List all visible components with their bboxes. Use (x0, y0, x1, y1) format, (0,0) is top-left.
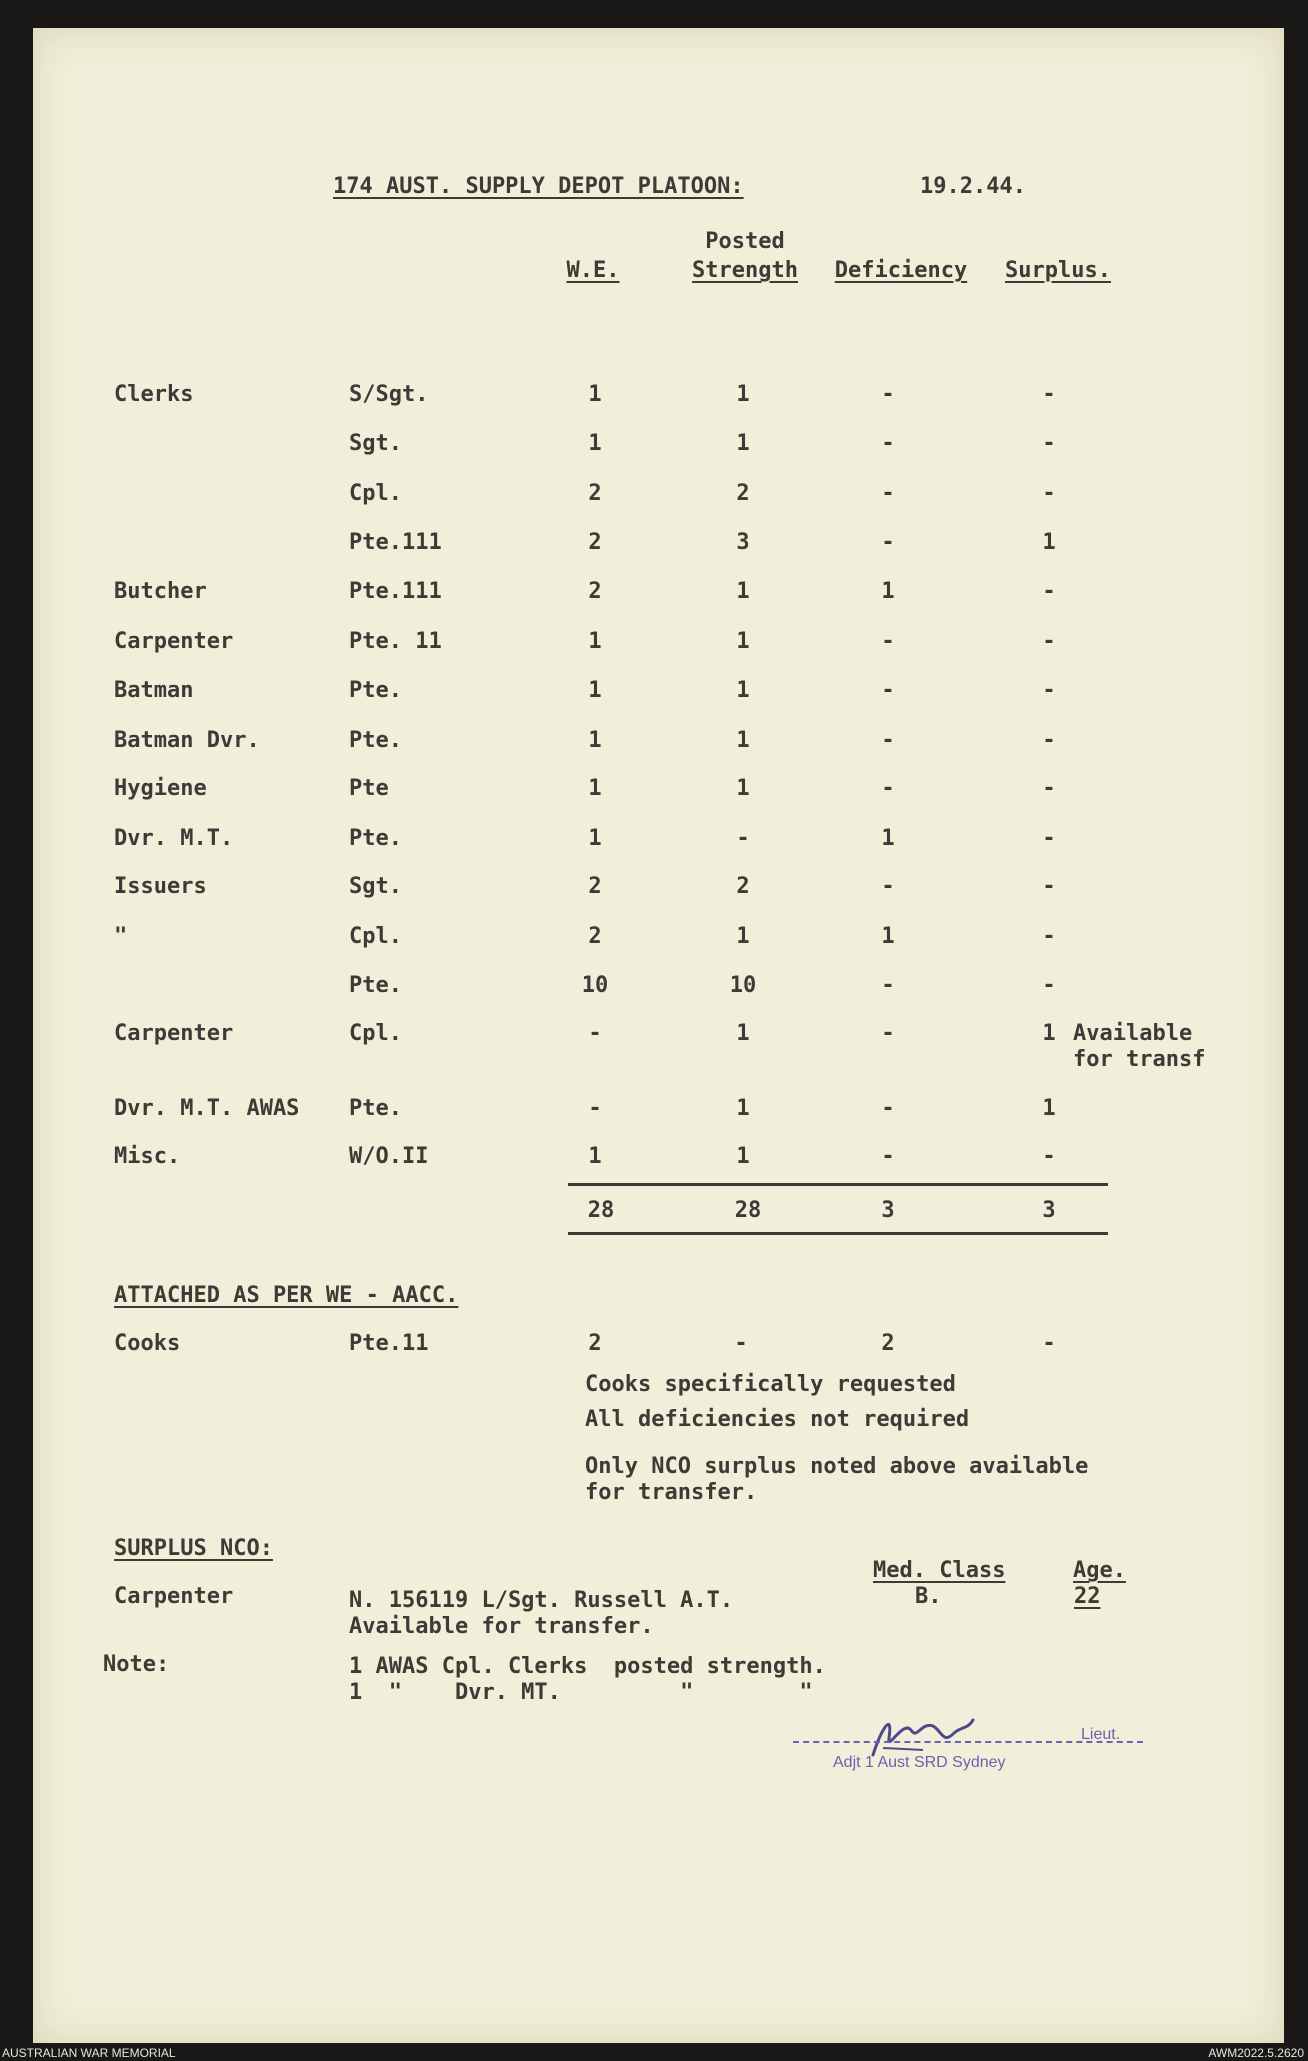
cell-surplus: - (1042, 382, 1056, 407)
cell-surplus: - (1042, 874, 1056, 899)
surplus-nco-detail-1: N. 156119 L/Sgt. Russell A.T. (349, 1588, 734, 1613)
cell-trade: Carpenter (114, 1021, 234, 1046)
total-deficiency: 3 (881, 1198, 895, 1223)
attached-posted: - (734, 1331, 748, 1356)
cell-rank: Pte.111 (349, 579, 442, 604)
cell-deficiency: - (881, 728, 895, 753)
cell-rank: Pte.111 (349, 530, 442, 555)
cell-deficiency: - (881, 1096, 895, 1121)
table-row (33, 778, 1284, 806)
age-label: Age. (1073, 1558, 1126, 1583)
surplus-nco-med-class: B. (915, 1584, 942, 1609)
cell-surplus: - (1042, 678, 1056, 703)
cell-note: for transf (1073, 1047, 1206, 1072)
cell-we: 2 (588, 481, 602, 506)
cell-posted: 1 (736, 382, 750, 407)
cell-we: - (588, 1021, 602, 1046)
stamp-appointment: Adjt 1 Aust SRD Sydney (833, 1754, 1006, 1771)
cell-rank: Pte. 11 (349, 629, 442, 654)
total-surplus: 3 (1042, 1198, 1056, 1223)
table-row (33, 1098, 1284, 1126)
cell-rank: Pte (349, 776, 389, 801)
cell-posted: - (736, 826, 750, 851)
cell-surplus: - (1042, 826, 1056, 851)
cell-surplus: - (1042, 1144, 1056, 1169)
table-row (33, 483, 1284, 511)
cell-trade: Misc. (114, 1144, 181, 1169)
cell-deficiency: - (881, 776, 895, 801)
attached-remark-4: for transfer. (585, 1480, 758, 1505)
cell-note: Available (1073, 1021, 1193, 1046)
cell-deficiency: - (881, 874, 895, 899)
cell-deficiency: 1 (881, 579, 895, 604)
cell-rank: Pte. (349, 1096, 402, 1121)
cell-posted: 1 (736, 776, 750, 801)
cell-rank: Sgt. (349, 874, 402, 899)
cell-posted: 1 (736, 431, 750, 456)
cell-rank: Cpl. (349, 924, 402, 949)
cell-we: 1 (588, 826, 602, 851)
cell-surplus: - (1042, 973, 1056, 998)
cell-deficiency: - (881, 481, 895, 506)
table-row (33, 532, 1284, 560)
cell-surplus: - (1042, 776, 1056, 801)
cell-posted: 1 (736, 1144, 750, 1169)
cell-rank: Pte. (349, 826, 402, 851)
col-surplus-header: Surplus. (1005, 258, 1111, 283)
cell-deficiency: - (881, 431, 895, 456)
surplus-nco-age: 22 (1074, 1584, 1101, 1609)
cell-deficiency: - (881, 678, 895, 703)
cell-trade: Hygiene (114, 776, 207, 801)
document-date: 19.2.44. (920, 174, 1026, 199)
table-row (33, 433, 1284, 461)
cell-we: 1 (588, 776, 602, 801)
note-label: Note: (103, 1652, 170, 1677)
cell-posted: 1 (736, 1021, 750, 1046)
cell-posted: 2 (736, 874, 750, 899)
cell-deficiency: 1 (881, 826, 895, 851)
cell-we: - (588, 1096, 602, 1121)
cell-we: 2 (588, 874, 602, 899)
attached-deficiency: 2 (881, 1331, 895, 1356)
cell-trade: Clerks (114, 382, 194, 407)
cell-we: 1 (588, 431, 602, 456)
table-row (33, 631, 1284, 659)
cell-rank: Pte. (349, 728, 402, 753)
cell-rank: Sgt. (349, 431, 402, 456)
cell-we: 2 (588, 579, 602, 604)
table-row (33, 384, 1284, 412)
totals-row (33, 1200, 1284, 1228)
col-posted-header-top: Posted (705, 229, 785, 254)
cell-surplus: - (1042, 728, 1056, 753)
table-row (33, 680, 1284, 708)
cell-we: 1 (588, 678, 602, 703)
med-class-label: Med. Class (873, 1558, 1006, 1583)
attached-rank: Pte.11 (349, 1331, 429, 1356)
attached-remark-1: Cooks specifically requested (585, 1372, 956, 1397)
cell-deficiency: - (881, 1144, 895, 1169)
surplus-nco-detail-2: Available for transfer. (349, 1614, 654, 1639)
total-posted: 28 (734, 1198, 762, 1223)
cell-rank: W/O.II (349, 1144, 429, 1169)
cell-we: 1 (588, 382, 602, 407)
cell-posted: 10 (729, 973, 757, 998)
cell-we: 1 (588, 1144, 602, 1169)
table-row (33, 581, 1284, 609)
cell-rank: Cpl. (349, 481, 402, 506)
cell-surplus: 1 (1042, 1021, 1056, 1046)
note-line-1: 1 AWAS Cpl. Clerks posted strength. (349, 1654, 826, 1679)
cell-surplus: - (1042, 924, 1056, 949)
cell-trade: Carpenter (114, 629, 234, 654)
cell-trade: Batman Dvr. (114, 728, 260, 753)
cell-surplus: 1 (1042, 1096, 1056, 1121)
document-page (33, 28, 1284, 2043)
footer-archive: AUSTRALIAN WAR MEMORIAL (2, 2046, 176, 2060)
cell-rank: Cpl. (349, 1021, 402, 1046)
cell-surplus: - (1042, 629, 1056, 654)
surplus-nco-trade: Carpenter (114, 1584, 234, 1609)
document-title: 174 AUST. SUPPLY DEPOT PLATOON: (333, 174, 744, 199)
cell-surplus: - (1042, 431, 1056, 456)
table-row (33, 975, 1284, 1003)
table-row (33, 1021, 1284, 1072)
cell-trade: Dvr. M.T. (114, 826, 234, 851)
cell-surplus: - (1042, 579, 1056, 604)
cell-posted: 1 (736, 924, 750, 949)
cell-rank: Pte. (349, 678, 402, 703)
total-rule-top (568, 1183, 1108, 1186)
attached-row (33, 1333, 1284, 1361)
col-deficiency-header: Deficiency (834, 258, 968, 283)
cell-deficiency: 1 (881, 924, 895, 949)
stamp-rank: Lieut. (1081, 1726, 1121, 1743)
cell-we: 2 (588, 530, 602, 555)
cell-trade: " (114, 924, 128, 949)
cell-rank: S/Sgt. (349, 382, 429, 407)
attached-trade: Cooks (114, 1331, 181, 1356)
cell-we: 10 (581, 973, 609, 998)
cell-deficiency: - (881, 382, 895, 407)
attached-remark-3: Only NCO surplus noted above available (585, 1454, 1089, 1479)
cell-trade: Dvr. M.T. AWAS (114, 1096, 300, 1121)
cell-deficiency: - (881, 973, 895, 998)
cell-trade: Issuers (114, 874, 207, 899)
cell-posted: 1 (736, 1096, 750, 1121)
cell-posted: 3 (736, 530, 750, 555)
cell-we: 2 (588, 924, 602, 949)
table-row (33, 828, 1284, 856)
cell-posted: 1 (736, 728, 750, 753)
col-posted-header-bottom: Strength (692, 258, 798, 283)
table-row (33, 1146, 1284, 1174)
table-row (33, 926, 1284, 954)
total-rule-bottom (568, 1232, 1108, 1235)
cell-we: 1 (588, 629, 602, 654)
footer-accession-number: AWM2022.5.2620 (1208, 2046, 1304, 2060)
cell-rank: Pte. (349, 973, 402, 998)
cell-deficiency: - (881, 629, 895, 654)
cell-trade: Batman (114, 678, 194, 703)
table-row (33, 730, 1284, 758)
attached-we: 2 (588, 1331, 602, 1356)
cell-deficiency: - (881, 1021, 895, 1046)
cell-posted: 1 (736, 579, 750, 604)
attached-surplus: - (1042, 1331, 1056, 1356)
cell-surplus: - (1042, 481, 1056, 506)
cell-surplus: 1 (1042, 530, 1056, 555)
cell-we: 1 (588, 728, 602, 753)
surplus-nco-heading: SURPLUS NCO: (114, 1536, 273, 1561)
attached-remark-2: All deficiencies not required (585, 1407, 970, 1432)
cell-deficiency: - (881, 530, 895, 555)
cell-posted: 2 (736, 481, 750, 506)
cell-posted: 1 (736, 629, 750, 654)
total-we: 28 (587, 1198, 615, 1223)
cell-posted: 1 (736, 678, 750, 703)
col-we-header: W.E. (566, 258, 620, 283)
attached-heading: ATTACHED AS PER WE - AACC. (114, 1283, 459, 1308)
table-row (33, 876, 1284, 904)
note-line-2: 1 " Dvr. MT. " " (349, 1680, 813, 1705)
cell-trade: Butcher (114, 579, 207, 604)
